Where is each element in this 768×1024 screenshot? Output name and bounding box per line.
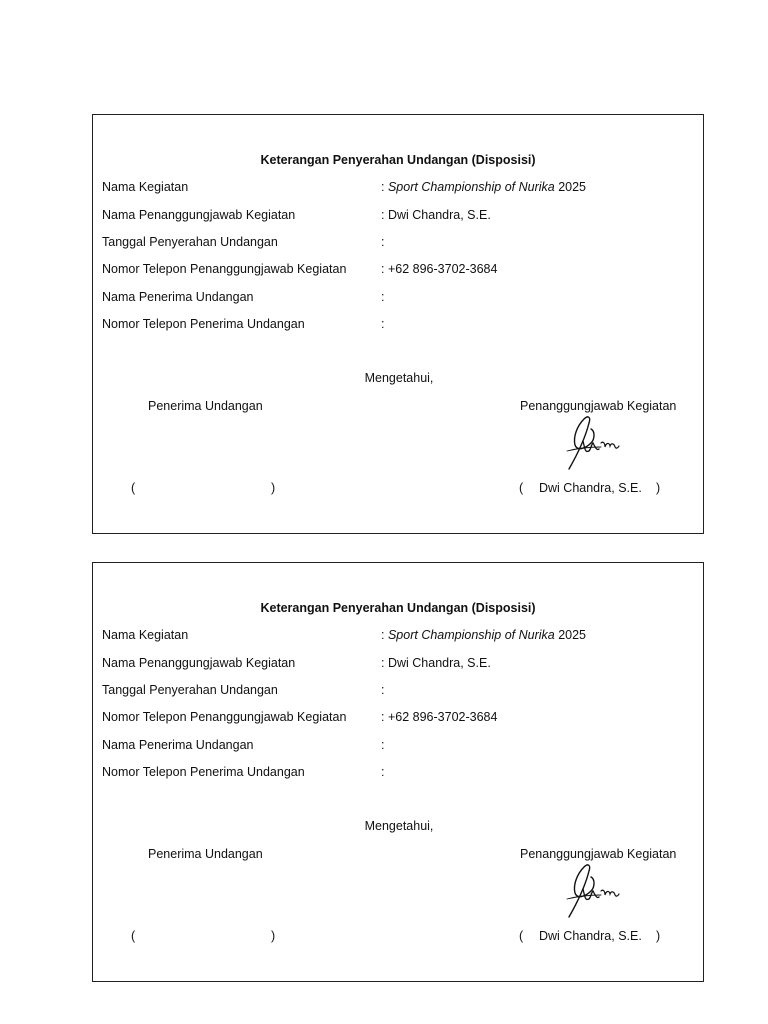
recipient-close-paren: ) <box>271 929 276 943</box>
form-title: Keterangan Penyerahan Undangan (Disposisi) <box>260 601 536 615</box>
acknowledged-label: Mengetahui, <box>364 819 434 833</box>
field-separator: : <box>381 628 385 642</box>
field-value <box>381 628 586 642</box>
event-name: Sport Championship of Nurika <box>387 180 555 194</box>
field-label: Nomor Telepon Penanggungjawab Kegiatan <box>102 262 347 276</box>
field-label: Nomor Telepon Penerima Undangan <box>102 765 305 779</box>
event-name: Sport Championship of Nurika <box>387 628 555 642</box>
field-row-activity-name <box>102 180 692 196</box>
recipient-open-paren: ( <box>131 929 136 943</box>
field-value <box>381 208 491 222</box>
field-label: Nama Penerima Undangan <box>102 738 254 752</box>
field-separator: : <box>381 765 385 779</box>
responsible-role-label: Penanggungjawab Kegiatan <box>520 399 677 413</box>
responsible-phone: +62 896-3702-3684 <box>387 710 498 724</box>
field-row-recipient-phone <box>102 317 692 333</box>
field-label: Tanggal Penyerahan Undangan <box>102 235 278 249</box>
event-year: 2025 <box>558 628 587 642</box>
field-separator: : <box>381 738 385 752</box>
field-separator: : <box>381 710 385 724</box>
field-separator: : <box>381 180 385 194</box>
recipient-close-paren: ) <box>271 481 276 495</box>
field-row-responsible-phone <box>102 262 692 278</box>
field-row-responsible-name <box>102 656 692 672</box>
field-label: Nama Kegiatan <box>102 628 189 642</box>
field-value <box>381 235 384 249</box>
responsible-phone: +62 896-3702-3684 <box>387 262 498 276</box>
field-row-recipient-phone <box>102 765 692 781</box>
signer-open-paren: ( <box>519 929 524 943</box>
field-value <box>381 290 384 304</box>
field-label: Nama Penanggungjawab Kegiatan <box>102 656 296 670</box>
disposition-form-2 <box>92 562 704 982</box>
field-value <box>381 710 497 724</box>
signer-name: Dwi Chandra, S.E. <box>539 481 642 495</box>
field-value <box>381 317 384 331</box>
field-separator: : <box>381 235 385 249</box>
field-label: Nama Kegiatan <box>102 180 189 194</box>
field-row-recipient-name <box>102 290 692 306</box>
signer-open-paren: ( <box>519 481 524 495</box>
disposition-form-1 <box>92 114 704 534</box>
field-row-handover-date <box>102 235 692 251</box>
field-value <box>381 683 384 697</box>
field-label: Nomor Telepon Penerima Undangan <box>102 317 305 331</box>
signature-image <box>555 413 625 471</box>
signer-name: Dwi Chandra, S.E. <box>539 929 642 943</box>
field-label: Nomor Telepon Penanggungjawab Kegiatan <box>102 710 347 724</box>
responsible-name: Dwi Chandra, S.E. <box>387 208 491 222</box>
signer-close-paren: ) <box>656 481 661 495</box>
field-value <box>381 656 491 670</box>
field-label: Nama Penerima Undangan <box>102 290 254 304</box>
acknowledged-label: Mengetahui, <box>364 371 434 385</box>
field-separator: : <box>381 656 385 670</box>
signer-close-paren: ) <box>656 929 661 943</box>
field-row-handover-date <box>102 683 692 699</box>
recipient-role-label: Penerima Undangan <box>148 847 263 861</box>
field-row-responsible-name <box>102 208 692 224</box>
responsible-name: Dwi Chandra, S.E. <box>387 656 491 670</box>
field-row-responsible-phone <box>102 710 692 726</box>
signature-image <box>555 861 625 919</box>
field-row-recipient-name <box>102 738 692 754</box>
responsible-role-label: Penanggungjawab Kegiatan <box>520 847 677 861</box>
recipient-open-paren: ( <box>131 481 136 495</box>
field-value <box>381 738 384 752</box>
field-separator: : <box>381 208 385 222</box>
field-value <box>381 765 384 779</box>
field-separator: : <box>381 290 385 304</box>
field-separator: : <box>381 317 385 331</box>
event-year: 2025 <box>558 180 587 194</box>
field-label: Tanggal Penyerahan Undangan <box>102 683 278 697</box>
field-value <box>381 262 497 276</box>
field-separator: : <box>381 262 385 276</box>
field-separator: : <box>381 683 385 697</box>
field-row-activity-name <box>102 628 692 644</box>
recipient-role-label: Penerima Undangan <box>148 399 263 413</box>
form-title: Keterangan Penyerahan Undangan (Disposisi) <box>260 153 536 167</box>
field-label: Nama Penanggungjawab Kegiatan <box>102 208 296 222</box>
field-value <box>381 180 586 194</box>
